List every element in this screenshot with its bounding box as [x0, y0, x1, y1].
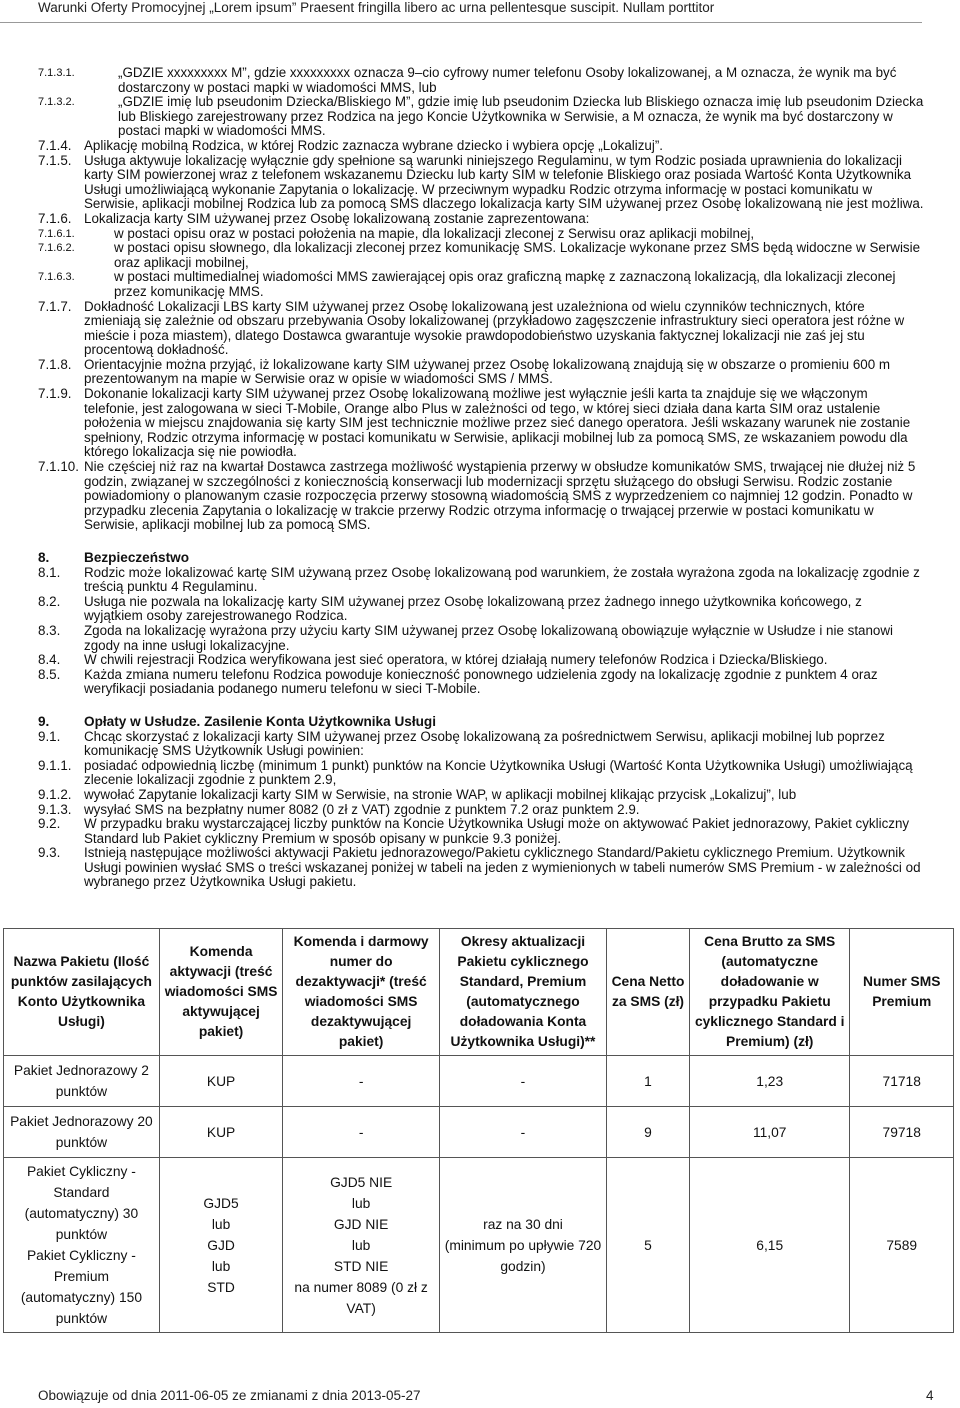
table-cell: 1 [607, 1056, 690, 1107]
section-number: 9. [38, 713, 50, 729]
clause-number: 7.1.5. [38, 152, 72, 168]
clause-number: 7.1.3.1. [38, 67, 75, 79]
table-row [4, 1056, 954, 1107]
package-table [3, 928, 954, 1333]
clause-number: 7.1.6. [38, 210, 72, 226]
document-body [38, 66, 924, 890]
clause-text: Lokalizacja karty SIM używanej przez Osobę lokalizowaną zostanie zaprezentowana: [84, 210, 590, 226]
clause-9-1-1 [38, 759, 924, 788]
clause-number: 8.1. [38, 564, 61, 580]
table-cell: KUP [159, 1056, 282, 1107]
clause-text: Orientacyjnie można przyjąć, iż lokalizowane karty SIM używanej przez Osobę lokalizowaną znajdują się w obszarze o promieniu 600 m prezentowanym na mapie w Serwisie oraz w opisie w wiadomości SMS / MMS. [84, 356, 891, 387]
table-cell: GJD5 lub GJD lub STD [159, 1158, 282, 1333]
col-header-gross-price: Cena Brutto za SMS (automatyczne doładowanie w przypadku Pakietu cyklicznego Standard i Premium) (zł) [689, 929, 849, 1056]
clause-7-1-5 [38, 154, 924, 212]
clause-text: „GDZIE imię lub pseudonim Dziecka/Bliskiego M”, gdzie imię lub pseudonim Dziecka lub Bliskiego oznacza imię lub pseudonim Dziecka lub Bliskiego zarejestrowany przez Rodzica na jego Koncie Użytkownika w Serwisie, a M oznacza, że wynik ma być dostarczony w postaci mapki w wiadomości MMS. [118, 94, 924, 139]
clause-9-3 [38, 846, 924, 890]
clause-text: w postaci opisu oraz w postaci położenia na mapie, dla lokalizacji zleconej z Serwisu oraz aplikacji mobilnej, [114, 225, 755, 241]
clause-text: Usługa nie pozwala na lokalizację karty SIM używanej przez Osobę lokalizowaną przez żadnego innego użytkownika końcowego, z wyjątkiem osoby zarejestrowanego Rodzica. [84, 593, 862, 624]
table-cell: 7589 [850, 1158, 954, 1333]
clause-number: 9.1.3. [38, 801, 72, 817]
clause-7-1-10 [38, 460, 924, 533]
header-divider [0, 22, 922, 23]
clause-text: Chcąc skorzystać z lokalizacji karty SIM używanej przez Osobę lokalizowaną za pośrednictwem Serwisu, aplikacji mobilnej lub poprzez komunikację SMS Użytkownik Usługi powinien: [84, 728, 885, 759]
clause-number: 9.1.2. [38, 786, 72, 802]
section-8-heading [38, 551, 924, 566]
col-header-premium-number: Numer SMS Premium [850, 929, 954, 1056]
table-cell: - [439, 1107, 606, 1158]
clause-7-1-6-2 [38, 241, 924, 270]
section-title: Opłaty w Usłudze. Zasilenie Konta Użytkownika Usługi [84, 713, 436, 729]
table-cell: Pakiet Cykliczny - Standard (automatyczny) 30 punktów Pakiet Cykliczny - Premium (automatyczny) 150 punktów [4, 1158, 160, 1333]
page-footer: Obowiązuje od dnia 2011-06-05 ze zmianami z dnia 2013-05-27 [38, 1388, 421, 1403]
col-header-package-name: Nazwa Pakietu (Ilość punktów zasilających Konto Użytkownika Usługi) [4, 929, 160, 1056]
table-cell: raz na 30 dni (minimum po upływie 720 godzin) [439, 1158, 606, 1333]
table-cell: 71718 [850, 1056, 954, 1107]
clause-number: 7.1.6.3. [38, 271, 75, 284]
clause-7-1-9 [38, 387, 924, 460]
clause-text: Rodzic może lokalizować kartę SIM używaną przez Osobę lokalizowaną pod warunkiem, że została wyrażona zgoda na lokalizację zgodnie z treścią punktu 4 Regulaminu. [84, 564, 920, 595]
col-header-net-price: Cena Netto za SMS (zł) [607, 929, 690, 1056]
clause-7-1-6-1 [38, 227, 924, 242]
clause-8-5 [38, 668, 924, 697]
clause-number: 7.1.9. [38, 386, 72, 402]
clause-9-1-3 [38, 803, 924, 818]
clause-text: W chwili rejestracji Rodzica weryfikowana jest sieć operatora, w której działają numery telefonów Rodzica i Dziecka/Bliskiego. [84, 652, 828, 668]
table-cell: 6,15 [689, 1158, 849, 1333]
clause-8-1 [38, 566, 924, 595]
clause-9-1 [38, 730, 924, 759]
clause-text: w postaci multimedialnej wiadomości MMS zawierającej opis oraz graficzną mapkę z zaznaczoną lokalizacją, dla lokalizacji zleconej przez komunikację MMS. [114, 269, 896, 299]
clause-number: 9.3. [38, 845, 61, 861]
clause-text: Istnieją następujące możliwości aktywacji Pakietu jednorazowego/Pakietu cyklicznego Standard/Pakietu cyklicznego Premium. Użytkownik Usługi powinien wysłać SMS o treści wskazanej poniżej w tabeli na jeden z wymienionych w tabeli numerów SMS Premium - w zależności od wybranego przez Użytkownika Usługi pakietu. [84, 845, 921, 890]
table-cell: - [439, 1056, 606, 1107]
table-cell: Pakiet Jednorazowy 20 punktów [4, 1107, 160, 1158]
table-cell: - [283, 1056, 440, 1107]
clause-number: 7.1.6.1. [38, 227, 75, 240]
clause-8-4 [38, 653, 924, 668]
clause-7-1-3-1 [38, 66, 924, 95]
clause-9-2 [38, 817, 924, 846]
clause-7-1-8 [38, 358, 924, 387]
clause-8-2 [38, 595, 924, 624]
clause-8-3 [38, 624, 924, 653]
section-9-heading [38, 715, 924, 730]
table-cell: - [283, 1107, 440, 1158]
clause-7-1-3-2 [38, 95, 924, 139]
table-header-row [4, 929, 954, 1056]
page-number: 4 [926, 1388, 934, 1403]
clause-text: Dokonanie lokalizacji karty SIM używanej przez Osobę lokalizowaną możliwe jest wyłącznie jeśli karta ta znajduje się we włączonym telefonie, jest zalogowana w sieci T-Mobile, Orange albo Plus w zależności od tego, w której sieci działa dana karta SIM oraz ustalenie położenia w miejscu znajdowania się karty SIM jest technicznie możliwe przez sieć danego operatora. Jeśli wskazany warunek nie zostanie spełniony, Rodzic otrzyma informację w postaci komunikatu w Serwisie, aplikacji mobilnej lub za pomocą SMS, ze wskazaniem powodu dla którego lokalizacja się nie powiodła. [84, 386, 911, 460]
clause-9-1-2 [38, 788, 924, 803]
clause-text: Nie częściej niż raz na kwartał Dostawca zastrzega możliwość wystąpienia przerwy w obsłudze komunikatów SMS, trwającej nie dłużej niż 5 godzin, związanej w szczególności z koniecznością konserwacji lub modernizacji sprzętu służącego do obsługi Serwisu. Rodzic zostanie powiadomiony o planowanym czasie rozpoczęcia przerwy stosowną wiadomością SMS z wyprzedzeniem co najmniej 12 godzin. Ponadto w przypadku zlecenia Zapytania o lokalizację w trakcie przerwy Rodzic otrzyma informację o trwającej przerwie w postaci komunikatu w Serwisie, aplikacji mobilnej lub za pomocą SMS. [84, 459, 916, 533]
clause-text: Usługa aktywuje lokalizację wyłącznie gdy spełnione są warunki niniejszego Regulaminu, w tym Rodzic posiada uprawnienia do lokalizacji karty SIM powierzonej wraz z telefonem wskazanemu Dziecku lub karty SIM w telefonie Bliskiego oraz posiada Wartość Konta Użytkownika Usługi umożliwiającą wykonanie Zapytania o lokalizację. W przeciwnym wypadku Rodzic otrzyma informację w postaci komunikatu w Serwisie, aplikacji mobilnej Rodzica lub za pomocą SMS dlaczego lokalizacja karty SIM używanej przez Osobę lokalizowaną nie jest możliwa. [84, 152, 924, 212]
table-cell: GJD5 NIE lub GJD NIE lub STD NIE na numer 8089 (0 zł z VAT) [283, 1158, 440, 1333]
clause-text: Dokładność Lokalizacji LBS karty SIM używanej przez Osobę lokalizowaną jest uzależniona od wielu czynników technicznych, które zmieniają się zależnie od obszaru przebywania Osoby lokalizowanej (przykładowo zagęszczenie infrastruktury sieci operatora jest różne w mieście i poza miastem), dlatego Dostawca gwarantuje wysokie prawdopodobieństwo uzyskania faktycznej lokalizacji nie zaś jej stu procentową dokładność. [84, 298, 905, 358]
clause-number: 8.4. [38, 652, 61, 668]
clause-number: 8.5. [38, 666, 61, 682]
section-title: Bezpieczeństwo [84, 550, 189, 565]
clause-7-1-4 [38, 139, 924, 154]
table-cell: 5 [607, 1158, 690, 1333]
page-header: Warunki Oferty Promocyjnej „Lorem ipsum” Praesent fringilla libero ac urna pellentesque suscipit. Nullam porttitor [38, 0, 715, 15]
table-cell: 9 [607, 1107, 690, 1158]
col-header-update-period: Okresy aktualizacji Pakietu cyklicznego Standard, Premium (automatycznego doładowania Konta Użytkownika Usługi)** [439, 929, 606, 1056]
clause-number: 7.1.10. [38, 459, 79, 475]
clause-text: W przypadku braku wystarczającej liczby punktów na Koncie Użytkownika Usługi może on aktywować Pakiet jednorazowy, Pakiet cykliczny Standard lub Pakiet cykliczny Premium w sposób opisany w punkcie 9.3 poniżej. [84, 816, 910, 846]
clause-7-1-7 [38, 300, 924, 358]
section-number: 8. [38, 550, 50, 565]
clause-number: 7.1.7. [38, 298, 72, 314]
clause-text: wywołać Zapytanie lokalizacji karty SIM w Serwisie, na stronie WAP, w aplikacji mobilnej klikając przycisk „Lokalizuj”, lub [84, 786, 797, 802]
clause-number: 7.1.4. [38, 137, 72, 153]
table-cell: 1,23 [689, 1056, 849, 1107]
clause-number: 8.3. [38, 622, 61, 638]
clause-number: 7.1.6.2. [38, 242, 75, 255]
clause-text: Zgoda na lokalizację wyrażona przy użyciu karty SIM używanej przez Osobę lokalizowaną obowiązuje wyłącznie w Usłudze i nie stanowi zgody na inne usługi lokalizacyjne. [84, 622, 894, 653]
clause-text: Aplikację mobilną Rodzica, w której Rodzic zaznacza wybrane dziecko i wybiera opcję „Lokalizuj”. [84, 137, 664, 153]
clause-text: w postaci opisu słownego, dla lokalizacji zleconej przez komunikację SMS. Lokalizacje wykonane przez SMS będą widoczne w Serwisie oraz aplikacji mobilnej, [114, 240, 921, 270]
clause-number: 7.1.3.2. [38, 96, 75, 109]
col-header-deactivation-command: Komenda i darmowy numer do dezaktywacji* (treść wiadomości SMS dezaktywującej pakiet) [283, 929, 440, 1056]
table-cell: Pakiet Jednorazowy 2 punktów [4, 1056, 160, 1107]
clause-number: 9.2. [38, 816, 61, 832]
clause-number: 9.1. [38, 728, 61, 744]
clause-7-1-6 [38, 212, 924, 227]
clause-number: 7.1.8. [38, 356, 72, 372]
clause-7-1-6-3 [38, 270, 924, 299]
clause-text: „GDZIE xxxxxxxxx M”, gdzie xxxxxxxxx oznacza 9–cio cyfrowy numer telefonu Osoby lokalizowanej, a M oznacza, że wynik ma być dostarczony w postaci mapki w wiadomości MMS, lub [118, 65, 897, 95]
clause-number: 9.1.1. [38, 757, 72, 773]
clause-text: Każda zmiana numeru telefonu Rodzica powoduje konieczność ponownego udzielenia zgody na lokalizację zgodnie z punktem 4 oraz weryfikacji posiadania podanego numeru telefonu w sieci T-Mobile. [84, 666, 878, 697]
table-cell: 79718 [850, 1107, 954, 1158]
table-cell: 11,07 [689, 1107, 849, 1158]
col-header-activation-command: Komenda aktywacji (treść wiadomości SMS aktywującej pakiet) [159, 929, 282, 1056]
clause-text: wysyłać SMS na bezpłatny numer 8082 (0 zł z VAT) zgodnie z punktem 7.2 oraz punktem 2.9. [84, 801, 640, 817]
table-cell: KUP [159, 1107, 282, 1158]
table-row [4, 1107, 954, 1158]
clause-number: 8.2. [38, 593, 61, 609]
clause-text: posiadać odpowiednią liczbę (minimum 1 punkt) punktów na Koncie Użytkownika Usługi (Wartość Konta Użytkownika Usługi) umożliwiającą zlecenie lokalizacji zgodnie z punktem 2.9, [84, 757, 913, 788]
table-row [4, 1158, 954, 1333]
